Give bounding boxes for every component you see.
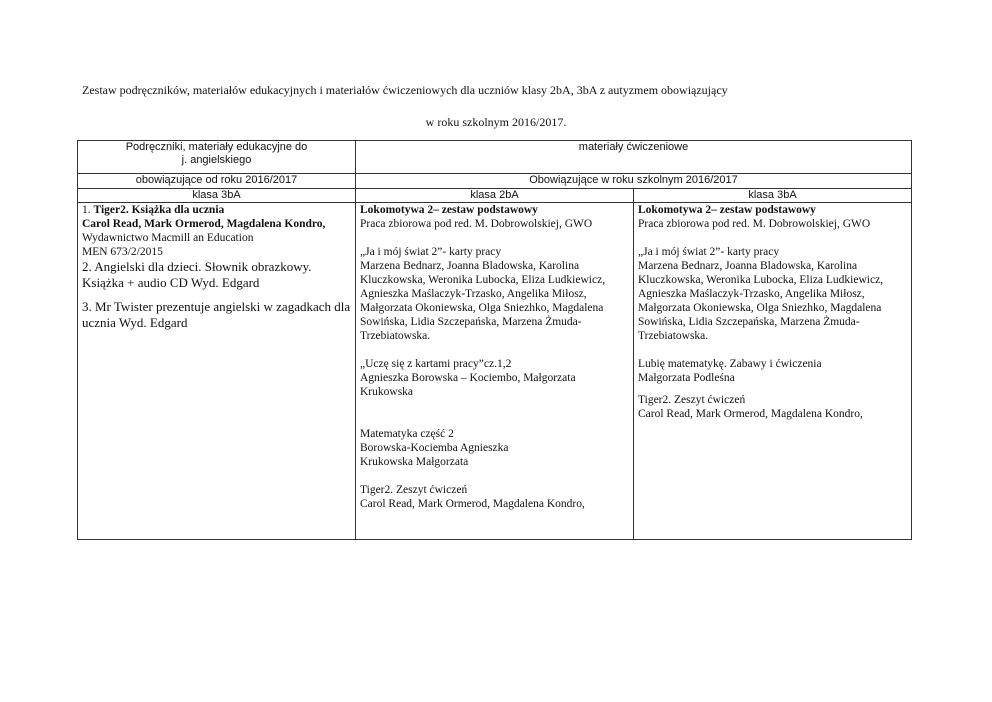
- header-textbooks-line2: j. angielskiego: [181, 154, 252, 166]
- exercise-cell-3ba: [634, 203, 912, 540]
- textbook-item-1-publisher: Wydawnictwo Macmill an Education: [82, 232, 254, 244]
- header-textbooks-line1: Podręczniki, materiały edukacyjne do: [125, 141, 308, 153]
- class-label-col3: klasa 3bA: [634, 189, 912, 203]
- exercise-cell-2ba: [356, 203, 634, 540]
- textbook-item-2: 2. Angielski dla dzieci. Słownik obrazkowy. Książka + audio CD Wyd. Edgard: [82, 259, 312, 290]
- tiger-zeszyt-authors: Carol Read, Mark Ormerod, Magdalena Kondro,: [360, 498, 585, 510]
- validity-textbooks: obowiązujące od roku 2016/2017: [78, 174, 356, 189]
- class-label-col2: klasa 2bA: [356, 189, 634, 203]
- textbook-item-3: 3. Mr Twister prezentuje angielski w zagadkach dla ucznia Wyd. Edgard: [82, 299, 351, 330]
- textbook-item-1-heading: [82, 203, 351, 217]
- lokomotywa-subtitle: Praca zbiorowa pod red. M. Dobrowolskiej, GWO: [360, 218, 593, 230]
- textbook-item-1-men: MEN 673/2/2015: [82, 246, 163, 258]
- matematyka-author-2: Krukowska Małgorzata: [360, 456, 469, 468]
- tiger-zeszyt-title: Tiger2. Zeszyt ćwiczeń: [638, 394, 746, 406]
- lubie-matematyke-author: Małgorzata Podleśna: [638, 372, 735, 384]
- textbooks-cell: [78, 203, 356, 540]
- matematyka-title: Matematyka część 2: [360, 428, 454, 440]
- header-exercise-materials: [356, 141, 912, 174]
- textbook-item-1-number: 1.: [82, 204, 94, 216]
- document-heading: Zestaw podręczników, materiałów edukacyjnych i materiałów ćwiczeniowych dla uczniów klasy 2bA, 3bA z autyzmem obowiązujący: [82, 83, 728, 97]
- textbook-table: [77, 140, 912, 540]
- textbook-item-1-title: Tiger2. Książka dla ucznia: [93, 204, 225, 216]
- header-exercise-label: materiały ćwiczeniowe: [578, 141, 689, 153]
- header-textbooks: [78, 141, 356, 174]
- ja-i-moj-swiat-title: „Ja i mój świat 2”- karty pracy: [360, 246, 502, 258]
- validity-exercise: Obowiązujące w roku szkolnym 2016/2017: [356, 174, 912, 189]
- ucze-sie-title: „Uczę się z kartami pracy”cz.1,2: [360, 358, 512, 370]
- tiger-zeszyt-title: Tiger2. Zeszyt ćwiczeń: [360, 484, 468, 496]
- ja-i-moj-swiat-title: „Ja i mój świat 2”- karty pracy: [638, 246, 780, 258]
- lokomotywa-title: Lokomotywa 2– zestaw podstawowy: [638, 204, 816, 216]
- textbook-item-1-authors: Carol Read, Mark Ormerod, Magdalena Kondro,: [82, 218, 326, 230]
- ja-i-moj-swiat-authors: Marzena Bednarz, Joanna Bladowska, Karolina Kluczkowska, Weronika Lubocka, Eliza Ludkiewicz, Agnieszka Maślaczyk-Trzasko, Angelika Miłosz, Małgorzata Okoniewska, Olga Sniezhko, Magdalena Sowińska, Lidia Szczepańska, Marzena Żmuda-Trzebiatowska.: [360, 260, 606, 342]
- lokomotywa-title: Lokomotywa 2– zestaw podstawowy: [360, 204, 538, 216]
- lokomotywa-subtitle: Praca zbiorowa pod red. M. Dobrowolskiej, GWO: [638, 218, 871, 230]
- matematyka-author-1: Borowska-Kociemba Agnieszka: [360, 442, 509, 454]
- class-label-col1: klasa 3bA: [78, 189, 356, 203]
- ucze-sie-authors: Agnieszka Borowska – Kociembo, Małgorzata Krukowska: [360, 372, 576, 398]
- ja-i-moj-swiat-authors: Marzena Bednarz, Joanna Bladowska, Karolina Kluczkowska, Weronika Lubocka, Eliza Ludkiewicz, Agnieszka Maślaczyk-Trzasko, Angelika Miłosz, Małgorzata Okoniewska, Olga Sniezhko, Magdalena Sowińska, Lidia Szczepańska, Marzena Żmuda-Trzebiatowska.: [638, 260, 884, 342]
- school-year-line: w roku szkolnym 2016/2017.: [425, 115, 567, 129]
- tiger-zeszyt-authors: Carol Read, Mark Ormerod, Magdalena Kondro,: [638, 408, 863, 420]
- lubie-matematyke-title: Lubię matematykę. Zabawy i ćwiczenia: [638, 358, 822, 370]
